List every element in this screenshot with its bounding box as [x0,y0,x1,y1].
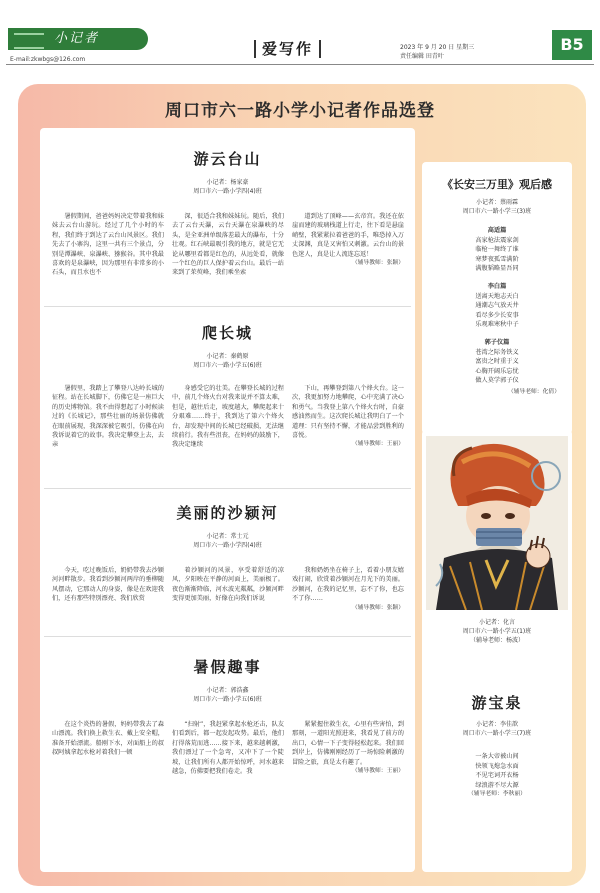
poem-line: 高家枪法震家剑 [475,236,519,244]
article-column: 今天，吃过晚饭后，奶奶带我去沙颍河河畔散步。我看到沙颍河两岸的垂柳随风摆动，它那动人的身姿，像是在欢迎我们，还有那些特别漂亮、我们欣赏 [52,567,164,603]
poem-line: 一条大帝被山间 [475,753,519,760]
article-column: 在这个炎热的暑假，妈妈带我去了森山漂流。我们换上救生衣、戴上安全帽，准备开始漂流。船刚下水，对面船上的叔叔阿姨拿起水枪对着我们一顿 [52,721,164,757]
school: 周口市六一路小学三(7)班 [462,730,532,737]
poem-line: 快领飞熄急水面 [475,762,519,770]
email-address: E-mail:zkwbgs@126.com [10,56,86,63]
article-column: 我和奶奶坐在椅子上，看着小朋友嬉戏打闹，欣赏着沙颍河在月光下的美丽。沙颍河，在我的记忆里，忘不了你，也忘不了你…… （辅导教师：张颖） [292,566,404,624]
teacher-note: （辅导教师：王丽） [351,441,404,448]
reporter: 小记者：蔡雨霖 [475,199,518,206]
reporter: 小记者：李佳歆 [475,721,518,728]
reporter: 小记者：秦鹤原 [206,353,249,360]
student-drawing [426,436,568,610]
poem-line: 不见宅词开衣杨 [475,772,519,780]
page-number: B5 [552,30,592,60]
teacher-note: （辅导老师：化倩） [507,388,560,395]
issue-date [400,43,474,61]
article-column: 下山，再攀登到第八个烽火台。这一次，我更加努力地攀爬，心中充满了决心和勇气。当我登上第八个烽火台时，自豪感油然而生。这次爬长城让我明白了一个道理：只有坚持不懈，才能品尝到胜利的喜悦。 （辅导教师：王丽） [292,384,404,480]
poem-line: 看尽多少长安事 [475,311,519,319]
poem-line: 绿浪游不尽大源 [475,781,519,789]
page-title: 周口市六一路小学小记者作品选登 [165,101,435,121]
divider [44,636,411,637]
school: 周口市六一路小学四(4)班 [193,188,262,195]
article-column: 身感受它的壮美。在攀登长城的过程中，前几个烽火台对我来说并不算太难，但是，越往后走，坡度越大，攀爬起来十分艰难……终于，我到达了第六个烽火台，却发现中间的长城已经破损，无法继续前行。我有些沮丧，在妈妈的鼓励下，我决定继续 [172,385,284,449]
article-title: 爬长城 [201,324,253,342]
poem-line: 通潮志气放天井 [475,302,519,310]
poem-line: 做人莫学郭子仪 [475,377,519,385]
poem-title: 《长安三万里》观后感 [442,178,552,191]
poem-byline [422,198,572,216]
article-byline [44,532,411,550]
poem-line: 临枪一舞终了谁 [475,246,519,254]
poem-byline [422,720,572,738]
article-byline [44,352,411,370]
school: 周口市六一路小学五(6)班 [193,362,262,369]
teacher-note: （辅导教师：张颖） [351,260,404,267]
article-column: “扫射”，我赶紧拿起水枪还击，队友们看到后，都一起发起攻势。最后，他们打得落荒而逃……接下来，越来越刺激，我们漂过了一个急弯，又冲下了一个陡坡，让我们所有人都开始惊呼，河水越来越急，仿佛要把我们卷走。我 [172,721,284,776]
article-column: 深，很适合我和妹妹玩。随后，我们去了云台天瀑，云台天瀑在泉瀑峡的尽头，是全亚洲单级落差最大的瀑布，十分壮观。红石峡最吸引我的地方，就是它无论从哪里看都是红色的，从远处看，就像一个红色的巨人保护着云台山。最后一站来到了茱萸峰，我们乘坐索 [172,213,284,277]
poem-line: 心胸开阔乐忘忧 [475,367,519,375]
article-column: 道到达了顶峰——玄帝宫。我还在依崖而建的玻璃栈道上行走，往下看是悬崖峭壁，我紧紧拉着爸爸的手，唯恐掉入万丈深渊，真是又害怕又刺激。云台山的景色迷人，真是让人流连忘返！ （辅导教师：张颖） [292,212,404,298]
poem-line: 苍湾之际务铁义 [475,348,519,356]
school: 周口市六一路小学五(1)班 [462,628,532,635]
reporter: 小记者：化言 [478,619,515,626]
reporter: 小记者：郭浩鑫 [206,687,249,694]
poem-line: 乐观难寒秋中子 [475,321,519,329]
teacher-note: （辅导老师：杨波） [469,637,524,644]
editor-line: 责任编辑 田青叶 [400,53,444,60]
school: 周口市六一路小学四(4)班 [193,542,262,549]
poem-line: 送离天地志天白 [475,292,519,300]
poem-box [422,676,572,872]
article-column: 着沙颍河的风景，享受着舒适的凉风，夕阳映在平静的河面上，美丽极了。夜色渐渐降临，河水波光粼粼，沙颍河畔变得更加美丽，好像在向我们诉说 [172,567,284,603]
column-name: 爱写作 [262,40,314,58]
school: 周口市六一路小学三(3)班 [462,208,532,215]
poem-section-head: 李白篇 [487,282,507,290]
drawing-illustration [426,436,568,610]
poem-section-head: 高适篇 [487,227,507,234]
teacher-note: （辅导老师：李秋丽） [468,791,526,798]
reporter: 小记者：常士元 [206,533,249,540]
poem-title: 游宝泉 [471,694,523,712]
article-title: 美丽的沙颍河 [176,504,279,522]
poem-section-head: 郭子仪篇 [484,338,510,346]
article-column: 紧紧握住救生衣，心里有些害怕，到那刻，一道阳光照进来，我看见了前方的出口，心情一下子变得轻松起来。我们回到岸上，仿佛刚刚经历了一场惊险刺激的冒险之旅，真是太有趣了。 （辅导教师：王丽） [292,720,404,864]
article-column: 暑假里，我踏上了攀登八达岭长城的征程。站在长城脚下，仿佛它是一座巨大的历史博物馆。我不由得想起了小时候读过的《长城记》，那些壮丽的场景仿佛就在眼前展现，我深深被它吸引，仿佛在向我诉说着它的故事。我决定攀登上去，去亲 [52,385,164,449]
article-column: 暑假期间，爸爸妈妈决定带着我和妹妹去云台山游玩。经过了几个小时的车程，我们终于到达了云台山风景区。我们先去了小寨沟，这里一共有三个景点，分别是潭瀑峡、泉瀑峡、猕猴谷。其中我最喜欢的是泉瀑峡，因为那里有非常多的小石头，而且水也不 [52,213,164,277]
article-title: 暑假趣事 [193,658,262,676]
article-byline [44,178,411,196]
article-byline [44,686,411,704]
date-line: 2023 年 9 月 20 日 星期三 [400,44,475,51]
poem-body [422,752,572,800]
poem-line: 寒梦夜孤雪满阶 [475,255,519,263]
teacher-note: （辅导教师：张颖） [351,604,404,611]
article-title: 游云台山 [193,150,262,168]
poem-body [422,226,572,398]
teacher-note: （辅导教师：王丽） [351,768,404,775]
divider [44,488,411,489]
poem-line: 富贵之时重于义 [475,358,519,366]
header-divider [6,64,594,65]
poem-line: 满腹韬略显吾同 [475,265,519,273]
poem-box [422,162,572,434]
reporter: 小记者：杨家豪 [206,179,249,186]
school: 周口市六一路小学五(6)班 [193,696,262,703]
drawing-caption [422,618,572,645]
section-tag: 小记者 [8,28,148,50]
divider [44,306,411,307]
